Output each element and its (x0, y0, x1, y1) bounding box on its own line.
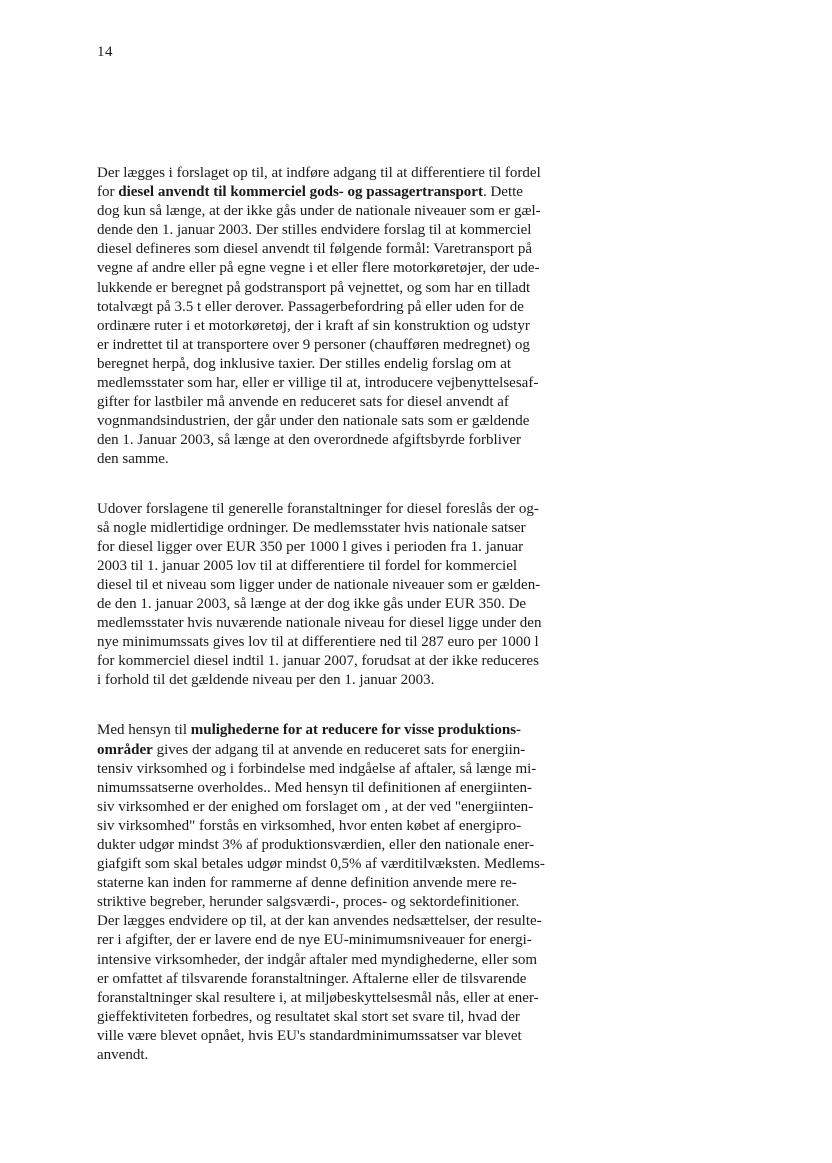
text-line (97, 741, 657, 760)
text-span: intensive virksomheder, der indgår aftaler med myndighederne, eller som (97, 951, 538, 968)
text-span: . Dette (482, 184, 523, 201)
text-line (97, 1008, 657, 1027)
text-span: gieffektiviteten forbedres, og resultatet skal stort set svare til, hvad der (97, 1008, 520, 1025)
text-span: den 1. Januar 2003, så længe at den overordnede afgiftsbyrde forbliver (97, 432, 522, 449)
text-line (97, 970, 657, 989)
text-span: så nogle midlertidige ordninger. De medlemsstater hvis nationale satser (97, 519, 526, 536)
text-span: dukter udgør mindst 3% af produktionsværdien, eller den nationale ener- (97, 837, 535, 853)
text-line (97, 450, 657, 469)
text-line (97, 240, 657, 259)
text-span: ordinære ruter i et motorkøretøj, der i kraft af sin konstruktion og udstyr (97, 317, 530, 334)
text-line (97, 595, 657, 614)
text-span: dog kun så længe, at der ikke gås under de nationale niveauer som er gæl- (97, 203, 541, 220)
text-span: diesel til et niveau som ligger under de nationale niveauer som er gælden- (97, 576, 541, 593)
text-line (97, 893, 657, 912)
text-span: lukkende er beregnet på godstransport på vejnettet, og som har en tilladt (97, 279, 531, 296)
text-span: gifter for lastbiler må anvende en reduceret sats for diesel anvendt af (97, 394, 509, 411)
text-span: de den 1. januar 2003, så længe at der dog ikke gås under EUR 350. De (97, 595, 527, 612)
bold-text-span: mulighederne for at reducere for visse produktions- (190, 722, 522, 739)
text-line (97, 317, 657, 336)
text-line (97, 652, 657, 671)
text-span: i forhold til det gældende niveau per den 1. januar 2003. (97, 672, 435, 689)
text-line (97, 393, 657, 412)
text-span: siv virksomhed" forstås en virksomhed, hvor enten købet af energipro- (97, 817, 522, 834)
text-span: vognmandsindustrien, der går under den nationale sats som er gældende (97, 413, 530, 430)
text-line (97, 951, 657, 970)
text-line (97, 279, 657, 298)
text-line (97, 412, 657, 431)
text-line (97, 1027, 657, 1046)
text-line (97, 614, 657, 633)
paragraph-1 (97, 164, 657, 470)
body-text (97, 164, 657, 1095)
text-span: Udover forslagene til generelle foranstaltninger for diesel foreslås der og- (97, 500, 539, 517)
text-span: staterne kan inden for rammerne af denne definition anvende mere re- (97, 875, 517, 892)
text-span: den samme. (97, 451, 169, 468)
text-span: er indrettet til at transportere over 9 personer (chaufføren medregnet) og (97, 336, 530, 353)
paragraph-3 (97, 721, 657, 1065)
text-line (97, 221, 657, 240)
text-span: tensiv virksomhed og i forbindelse med indgåelse af aftaler, så længe mi- (97, 760, 537, 777)
text-line (97, 671, 657, 690)
text-line (97, 912, 657, 931)
text-span: nye minimumssats gives lov til at differentiere ned til 287 euro per 1000 l (97, 634, 539, 651)
text-span: gives der adgang til at anvende en reduceret sats for energiin- (152, 741, 526, 758)
text-line (97, 183, 657, 202)
text-line (97, 836, 657, 855)
text-line (97, 519, 657, 538)
text-span: medlemsstater hvis nuværende nationale niveau for diesel ligge under den (97, 615, 542, 632)
text-span: 2003 til 1. januar 2005 lov til at differentiere til fordel for kommerciel (97, 557, 518, 574)
text-span: striktive begreber, herunder salgsværdi-, proces- og sektordefinitioner. (97, 894, 520, 911)
text-line (97, 633, 657, 652)
text-line (97, 336, 657, 355)
text-span: dende den 1. januar 2003. Der stilles endvidere forslag til at kommerciel (97, 222, 532, 239)
text-span: for (97, 184, 119, 201)
page-number: 14 (97, 44, 113, 60)
text-line (97, 355, 657, 374)
text-span: vegne af andre eller på egne vegne i et eller flere motorkøretøjer, der ude- (97, 260, 540, 277)
text-line (97, 817, 657, 836)
text-line (97, 500, 657, 519)
text-span: anvendt. (97, 1047, 149, 1064)
text-span: for diesel ligger over EUR 350 per 1000 l gives i perioden fra 1. januar (97, 538, 524, 555)
text-line (97, 576, 657, 595)
text-line (97, 259, 657, 278)
text-line (97, 164, 657, 183)
text-span: giafgift som skal betales udgør mindst 0,5% af værditilvæksten. Medlems- (97, 856, 545, 873)
text-line (97, 538, 657, 557)
text-line (97, 431, 657, 450)
text-line (97, 798, 657, 817)
text-span: ville være blevet opnået, hvis EU's standardminimumssatser var blevet (97, 1027, 522, 1044)
text-line (97, 760, 657, 779)
text-line (97, 721, 657, 740)
text-line (97, 557, 657, 576)
text-line (97, 874, 657, 893)
paragraph-2 (97, 500, 657, 691)
text-span: diesel defineres som diesel anvendt til følgende formål: Varetransport på (97, 241, 532, 258)
text-span: for kommerciel diesel indtil 1. januar 2007, forudsat at der ikke reduceres (97, 653, 539, 670)
text-line (97, 779, 657, 798)
text-span: medlemsstater som har, eller er villige til at, introducere vejbenyttelsesaf- (97, 375, 539, 392)
text-span: beregnet herpå, dog inklusive taxier. Der stilles endelig forslag om at (97, 355, 512, 372)
text-span: Med hensyn til (97, 722, 191, 739)
text-span: Der lægges i forslaget op til, at indføre adgang til at differentiere til fordel (97, 165, 541, 181)
bold-text-span: diesel anvendt til kommerciel gods- og passagertransport (118, 184, 483, 201)
text-line (97, 855, 657, 874)
text-span: rer i afgifter, der er lavere end de nye EU-minimumsniveauer for energi- (97, 932, 532, 949)
bold-text-span: områder (97, 741, 153, 758)
text-span: nimumssatserne overholdes.. Med hensyn til definitionen af energiinten- (97, 779, 533, 796)
text-line (97, 298, 657, 317)
text-span: foranstaltninger skal resultere i, at miljøbeskyttelsesmål nås, eller at ener- (97, 989, 539, 1006)
text-span: Der lægges endvidere op til, at der kan anvendes nedsættelser, der resulte- (97, 913, 542, 930)
text-line (97, 931, 657, 950)
text-span: totalvægt på 3.5 t eller derover. Passagerbefordring på eller uden for de (97, 298, 524, 315)
text-line (97, 1046, 657, 1065)
text-span: er omfattet af tilsvarende foranstaltninger. Aftalerne eller de tilsvarende (97, 970, 527, 987)
text-line (97, 989, 657, 1008)
text-span: siv virksomhed er der enighed om forslaget om , at der ved "energiinten- (97, 798, 534, 815)
text-line (97, 202, 657, 221)
text-line (97, 374, 657, 393)
